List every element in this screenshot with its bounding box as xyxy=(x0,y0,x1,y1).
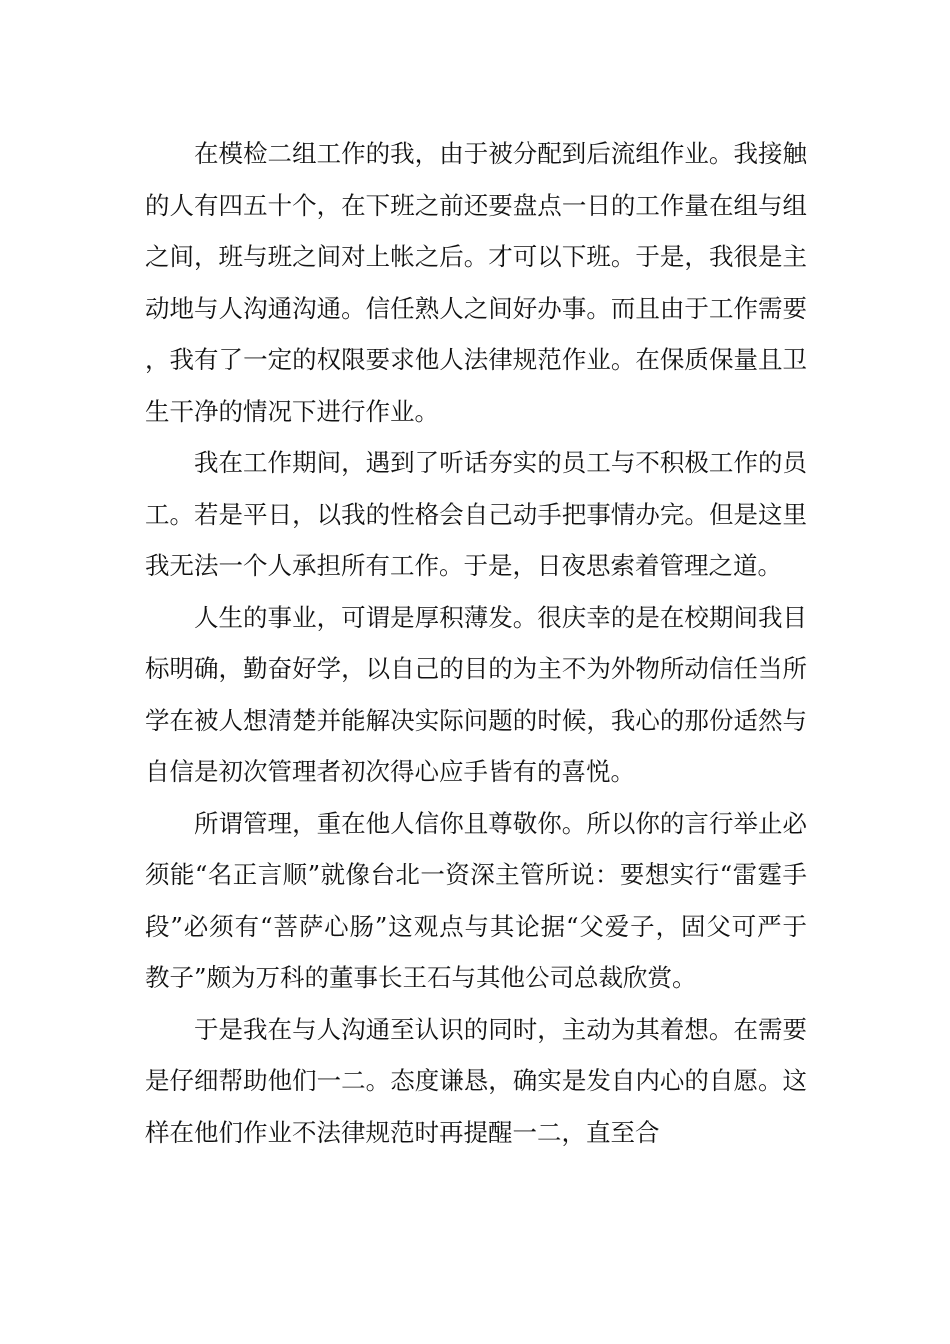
document-page xyxy=(145,128,807,1158)
paragraph: 人生的事业，可谓是厚积薄发。很庆幸的是在校期间我目标明确，勤奋好学，以自己的目的为主不为外物所动信任当所学在被人想清楚并能解决实际问题的时候，我心的那份适然与自信是初次管理者初次得心应手皆有的喜悦。 xyxy=(145,602,807,786)
paragraph: 在模检二组工作的我，由于被分配到后流组作业。我接触的人有四五十个，在下班之前还要盘点一日的工作量在组与组之间，班与班之间对上帐之后。才可以下班。于是，我很是主动地与人沟通沟通。信任熟人之间好办事。而且由于工作需要，我有了一定的权限要求他人法律规范作业。在保质保量且卫生干净的情况下进行作业。 xyxy=(145,139,807,426)
paragraph: 我在工作期间，遇到了听话夯实的员工与不积极工作的员工。若是平日，以我的性格会自己动手把事情办完。但是这里我无法一个人承担所有工作。于是，日夜思索着管理之道。 xyxy=(145,448,807,580)
paragraph: 于是我在与人沟通至认识的同时，主动为其着想。在需要是仔细帮助他们一二。态度谦恳，确实是发自内心的自愿。这样在他们作业不法律规范时再提醒一二，直至合 xyxy=(145,1014,807,1147)
paragraph: 所谓管理，重在他人信你且尊敬你。所以你的言行举止必须能“名正言顺”就像台北一资深主管所说：要想实行“雷霆手段”必须有“菩萨心肠”这观点与其论据“父爱子，固父可严于教子”颇为万科的董事长王石与其他公司总裁欣赏。 xyxy=(145,808,807,992)
